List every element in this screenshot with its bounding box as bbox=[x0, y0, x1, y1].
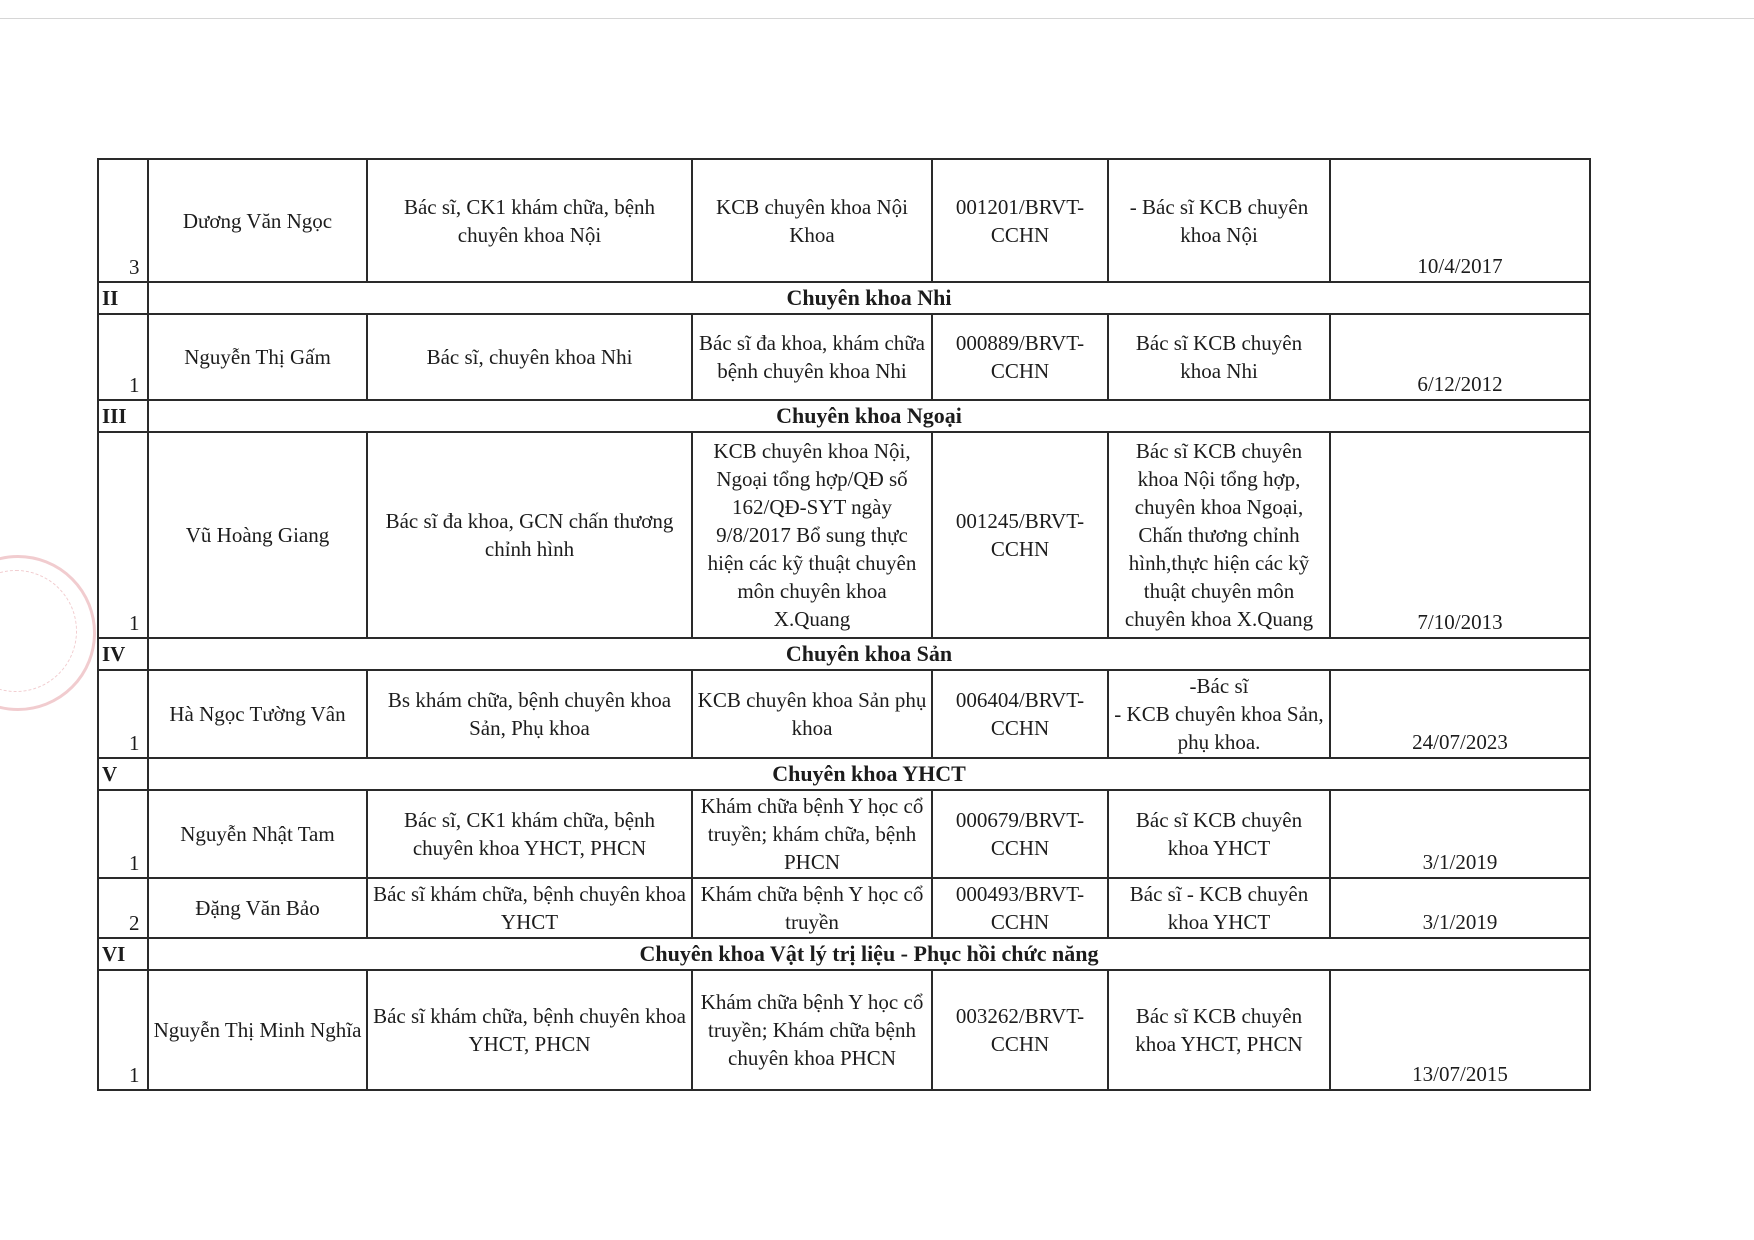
page-top-edge bbox=[0, 18, 1754, 19]
issue-date: 3/1/2019 bbox=[1330, 790, 1590, 878]
qualification-cell: Bác sĩ đa khoa, GCN chấn thương chỉnh hình bbox=[367, 432, 692, 638]
position-cell: Bác sĩ KCB chuyên khoa YHCT bbox=[1108, 790, 1330, 878]
table-row bbox=[98, 432, 1590, 638]
staff-table bbox=[97, 158, 1591, 1091]
section-title: Chuyên khoa Sản bbox=[148, 638, 1590, 670]
section-title: Chuyên khoa YHCT bbox=[148, 758, 1590, 790]
issue-date: 24/07/2023 bbox=[1330, 670, 1590, 758]
issue-date: 6/12/2012 bbox=[1330, 314, 1590, 400]
issue-date: 3/1/2019 bbox=[1330, 878, 1590, 938]
row-number: 1 bbox=[98, 970, 148, 1090]
practitioner-name: Hà Ngọc Tường Vân bbox=[148, 670, 367, 758]
row-number: 1 bbox=[98, 670, 148, 758]
section-title: Chuyên khoa Vật lý trị liệu - Phục hồi chức năng bbox=[148, 938, 1590, 970]
section-header-row bbox=[98, 938, 1590, 970]
position-cell: Bác sĩ KCB chuyên khoa YHCT, PHCN bbox=[1108, 970, 1330, 1090]
issue-date: 10/4/2017 bbox=[1330, 159, 1590, 282]
section-title: Chuyên khoa Ngoại bbox=[148, 400, 1590, 432]
practice-scope-cell: Khám chữa bệnh Y học cổ truyền; Khám chữa bệnh chuyên khoa PHCN bbox=[692, 970, 932, 1090]
certificate-number: 000889/BRVT-CCHN bbox=[932, 314, 1108, 400]
practice-scope-cell: KCB chuyên khoa Nội Khoa bbox=[692, 159, 932, 282]
certificate-number: 006404/BRVT-CCHN bbox=[932, 670, 1108, 758]
practice-scope-cell: Khám chữa bệnh Y học cổ truyền bbox=[692, 878, 932, 938]
practice-scope-cell: Bác sĩ đa khoa, khám chữa bệnh chuyên khoa Nhi bbox=[692, 314, 932, 400]
section-header-row bbox=[98, 758, 1590, 790]
practice-scope-cell: Khám chữa bệnh Y học cổ truyền; khám chữa, bệnh PHCN bbox=[692, 790, 932, 878]
section-roman-numeral: VI bbox=[98, 938, 148, 970]
practitioner-name: Nguyễn Thị Gấm bbox=[148, 314, 367, 400]
qualification-cell: Bs khám chữa, bệnh chuyên khoa Sản, Phụ khoa bbox=[367, 670, 692, 758]
practitioner-name: Vũ Hoàng Giang bbox=[148, 432, 367, 638]
practitioner-name: Nguyễn Nhật Tam bbox=[148, 790, 367, 878]
position-cell: - Bác sĩ KCB chuyên khoa Nội bbox=[1108, 159, 1330, 282]
section-header-row bbox=[98, 400, 1590, 432]
section-header-row bbox=[98, 638, 1590, 670]
position-cell: Bác sĩ KCB chuyên khoa Nhi bbox=[1108, 314, 1330, 400]
certificate-number: 001245/BRVT-CCHN bbox=[932, 432, 1108, 638]
qualification-cell: Bác sĩ khám chữa, bệnh chuyên khoa YHCT, PHCN bbox=[367, 970, 692, 1090]
table-row bbox=[98, 970, 1590, 1090]
table-row bbox=[98, 159, 1590, 282]
row-number: 1 bbox=[98, 314, 148, 400]
practice-scope-cell: KCB chuyên khoa Nội, Ngoại tổng hợp/QĐ số 162/QĐ-SYT ngày 9/8/2017 Bổ sung thực hiện các kỹ thuật chuyên môn chuyên khoa X.Quang bbox=[692, 432, 932, 638]
table-row bbox=[98, 670, 1590, 758]
practitioner-name: Đặng Văn Bảo bbox=[148, 878, 367, 938]
section-roman-numeral: II bbox=[98, 282, 148, 314]
section-roman-numeral: III bbox=[98, 400, 148, 432]
row-number: 2 bbox=[98, 878, 148, 938]
practitioner-name: Dương Văn Ngọc bbox=[148, 159, 367, 282]
section-roman-numeral: IV bbox=[98, 638, 148, 670]
section-roman-numeral: V bbox=[98, 758, 148, 790]
red-seal-stamp bbox=[0, 555, 96, 711]
certificate-number: 001201/BRVT-CCHN bbox=[932, 159, 1108, 282]
table-row bbox=[98, 314, 1590, 400]
qualification-cell: Bác sĩ, CK1 khám chữa, bệnh chuyên khoa YHCT, PHCN bbox=[367, 790, 692, 878]
row-number: 1 bbox=[98, 790, 148, 878]
certificate-number: 003262/BRVT-CCHN bbox=[932, 970, 1108, 1090]
qualification-cell: Bác sĩ, chuyên khoa Nhi bbox=[367, 314, 692, 400]
issue-date: 7/10/2013 bbox=[1330, 432, 1590, 638]
position-cell: -Bác sĩ - KCB chuyên khoa Sản, phụ khoa. bbox=[1108, 670, 1330, 758]
practitioner-name: Nguyễn Thị Minh Nghĩa bbox=[148, 970, 367, 1090]
qualification-cell: Bác sĩ, CK1 khám chữa, bệnh chuyên khoa Nội bbox=[367, 159, 692, 282]
issue-date: 13/07/2015 bbox=[1330, 970, 1590, 1090]
row-number: 3 bbox=[98, 159, 148, 282]
row-number: 1 bbox=[98, 432, 148, 638]
certificate-number: 000679/BRVT-CCHN bbox=[932, 790, 1108, 878]
position-cell: Bác sĩ KCB chuyên khoa Nội tổng hợp, chuyên khoa Ngoại, Chấn thương chỉnh hình,thực hiện các kỹ thuật chuyên môn chuyên khoa X.Quang bbox=[1108, 432, 1330, 638]
position-cell: Bác sĩ - KCB chuyên khoa YHCT bbox=[1108, 878, 1330, 938]
qualification-cell: Bác sĩ khám chữa, bệnh chuyên khoa YHCT bbox=[367, 878, 692, 938]
section-header-row bbox=[98, 282, 1590, 314]
certificate-number: 000493/BRVT-CCHN bbox=[932, 878, 1108, 938]
practice-scope-cell: KCB chuyên khoa Sản phụ khoa bbox=[692, 670, 932, 758]
table-row bbox=[98, 790, 1590, 878]
table-row bbox=[98, 878, 1590, 938]
section-title: Chuyên khoa Nhi bbox=[148, 282, 1590, 314]
